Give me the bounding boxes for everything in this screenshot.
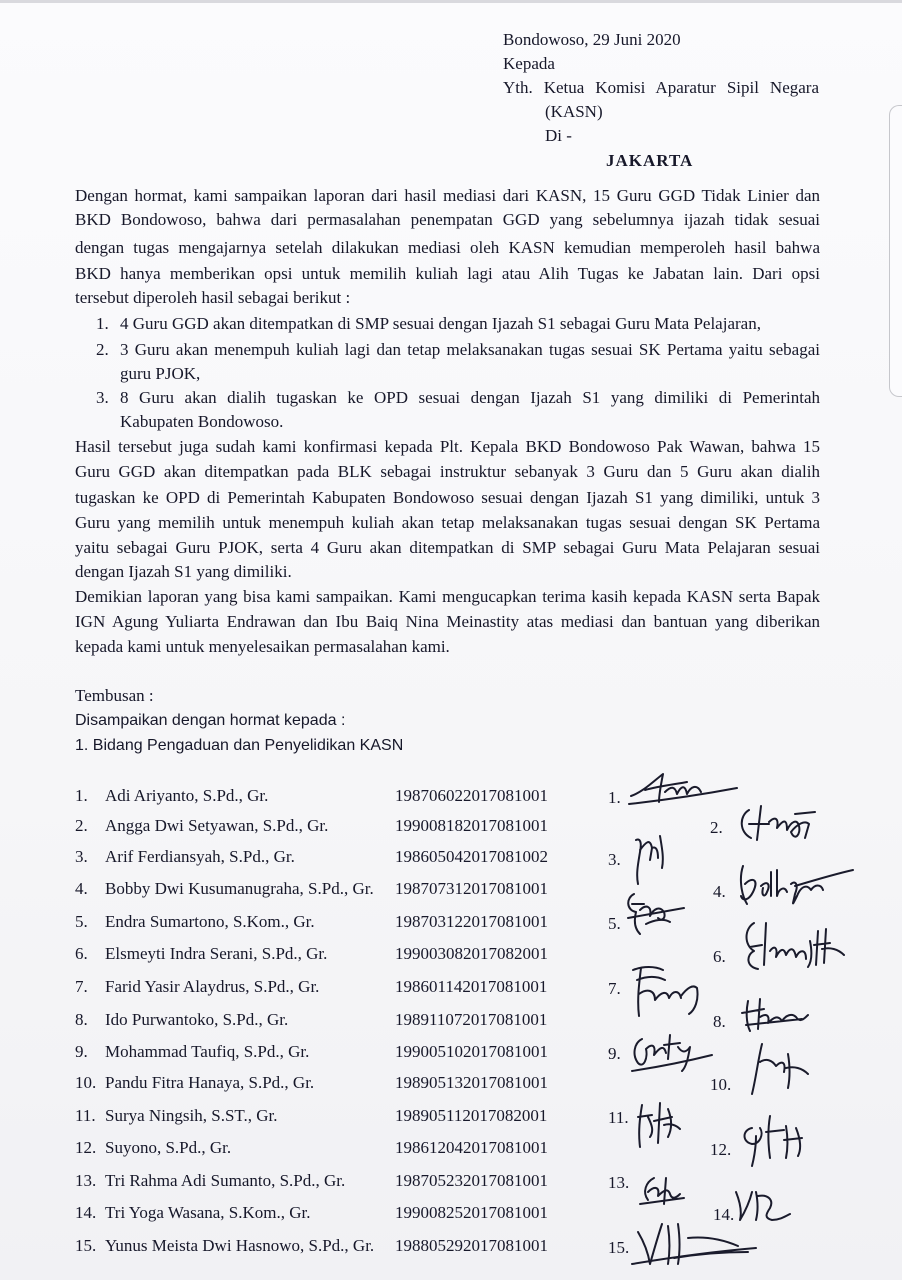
signature-number: 2. xyxy=(710,818,723,837)
signature-13-image xyxy=(636,1170,696,1210)
result-number: 2. xyxy=(96,340,109,359)
place-date: Bondowoso, 29 Juni 2020 xyxy=(503,30,681,49)
signatory-row xyxy=(75,814,575,838)
signature-9-image xyxy=(628,1025,718,1075)
signatory-row xyxy=(75,1234,575,1258)
signatory-nip: 199008252017081001 xyxy=(395,1203,548,1222)
result-line: 8 Guru akan dialih tugaskan ke OPD sesuai dengan Ijazah S1 yang dimiliki di Pemerintah xyxy=(120,388,820,407)
confirm-line: tugaskan ke OPD di Pemerintah Kabupaten Bondowoso sesuai dengan Ijazah S1 yang dimiliki, untuk 3 xyxy=(75,488,820,507)
signature-number: 11. xyxy=(608,1108,629,1127)
signature-3-image xyxy=(630,828,680,888)
signature-8-image xyxy=(738,995,818,1035)
signatory-row xyxy=(75,877,575,901)
signatory-nip: 198601142017081001 xyxy=(395,977,548,996)
signatory-nip: 198703122017081001 xyxy=(395,912,548,931)
signatory-name: Surya Ningsih, S.ST., Gr. xyxy=(105,1106,278,1125)
signature-number: 1. xyxy=(608,788,621,807)
row-number: 3. xyxy=(75,847,88,866)
signature-number: 13. xyxy=(608,1173,630,1192)
cc-label: Tembusan : xyxy=(75,686,154,705)
row-number: 4. xyxy=(75,879,88,898)
signature-12-image xyxy=(740,1108,830,1168)
signatory-name: Elsmeyti Indra Serani, S.Pd., Gr. xyxy=(105,944,328,963)
signatory-name: Arif Ferdiansyah, S.Pd., Gr. xyxy=(105,847,295,866)
signatory-nip: 199005102017081001 xyxy=(395,1042,548,1061)
addressee-org: (KASN) xyxy=(545,102,603,121)
signatory-row xyxy=(75,1071,575,1095)
signatory-name: Bobby Dwi Kusumanugraha, S.Pd., Gr. xyxy=(105,879,374,898)
signature-10-image xyxy=(748,1040,818,1100)
signatory-nip: 198911072017081001 xyxy=(395,1010,548,1029)
confirm-line: Hasil tersebut juga sudah kami konfirmasi kepada Plt. Kepala BKD Bondowoso Pak Wawan, bahwa 15 xyxy=(75,437,820,456)
row-number: 10. xyxy=(75,1073,97,1092)
signatory-name: Farid Yasir Alaydrus, S.Pd., Gr. xyxy=(105,977,320,996)
signatory-row xyxy=(75,1136,575,1160)
signatory-nip: 198705232017081001 xyxy=(395,1171,548,1190)
closing-line: Demikian laporan yang bisa kami sampaikan. Kami mengucapkan terima kasih kepada KASN serta Bapak xyxy=(75,587,820,606)
signatory-nip: 198905132017081001 xyxy=(395,1073,548,1092)
signature-number: 8. xyxy=(713,1012,726,1031)
signature-number: 10. xyxy=(710,1075,732,1094)
row-number: 5. xyxy=(75,912,88,931)
signatory-row xyxy=(75,1104,575,1128)
signatory-row xyxy=(75,784,575,808)
confirm-line: dengan Ijazah S1 yang dimiliki. xyxy=(75,562,292,581)
row-number: 15. xyxy=(75,1236,97,1255)
result-number: 1. xyxy=(96,314,109,333)
signatory-name: Pandu Fitra Hanaya, S.Pd., Gr. xyxy=(105,1073,315,1092)
row-number: 7. xyxy=(75,977,88,996)
signature-number: 3. xyxy=(608,850,621,869)
signatory-nip: 198707312017081001 xyxy=(395,879,548,898)
intro-line: Dengan hormat, kami sampaikan laporan dari hasil mediasi dari KASN, 15 Guru GGD Tidak Linier dan xyxy=(75,186,820,205)
row-number: 2. xyxy=(75,816,88,835)
signatory-row xyxy=(75,1040,575,1064)
signatory-name: Ido Purwantoko, S.Pd., Gr. xyxy=(105,1010,289,1029)
row-number: 13. xyxy=(75,1171,97,1190)
signatory-row xyxy=(75,1201,575,1225)
signatory-name: Endra Sumartono, S.Kom., Gr. xyxy=(105,912,315,931)
signature-5-image xyxy=(620,882,690,938)
result-line: guru PJOK, xyxy=(120,364,201,383)
row-number: 9. xyxy=(75,1042,88,1061)
signatory-name: Tri Rahma Adi Sumanto, S.Pd., Gr. xyxy=(105,1171,346,1190)
to-label: Kepada xyxy=(503,54,555,73)
confirm-line: yaitu sebagai Guru PJOK, serta 4 Guru akan ditempatkan di SMP sebagai Guru Mata Pelajaran sesuai xyxy=(75,538,820,557)
signature-number: 12. xyxy=(710,1140,732,1159)
signatory-name: Tri Yoga Wasana, S.Kom., Gr. xyxy=(105,1203,311,1222)
signature-number: 14. xyxy=(713,1205,735,1224)
signature-15-image xyxy=(628,1218,768,1270)
signature-number: 9. xyxy=(608,1044,621,1063)
row-number: 6. xyxy=(75,944,88,963)
closing-line: kepada kami untuk menyelesaikan permasalahan kami. xyxy=(75,637,450,656)
top-edge xyxy=(0,0,902,3)
row-number: 11. xyxy=(75,1106,96,1125)
scroll-handle[interactable] xyxy=(889,105,902,397)
result-number: 3. xyxy=(96,388,109,407)
city: JAKARTA xyxy=(606,151,694,170)
signature-number: 5. xyxy=(608,914,621,933)
cc-intro: Disampaikan dengan hormat kepada : xyxy=(75,712,346,729)
result-line: Kabupaten Bondowoso. xyxy=(120,412,284,431)
closing-line: IGN Agung Yuliarta Endrawan dan Ibu Baiq Nina Meinastity atas mediasi dan bantuan yang diberikan xyxy=(75,612,820,631)
intro-line: dengan tugas mengajarnya setelah dilakukan mediasi oleh KASN kemudian memperoleh hasil bahwa xyxy=(75,238,820,257)
addressee-line: Yth. Ketua Komisi Aparatur Sipil Negara xyxy=(503,78,819,97)
signature-11-image xyxy=(632,1095,692,1155)
intro-line: BKD Bondowoso, bahwa dari permasalahan penempatan GGD yang sebelumnya ijazah tidak sesuai xyxy=(75,210,820,229)
confirm-line: Guru GGD akan ditempatkan pada BLK sebagai instruktur sebanyak 3 Guru dan 5 Guru akan dialih xyxy=(75,462,820,481)
signature-1-image xyxy=(625,770,745,810)
signature-4-image xyxy=(735,856,855,912)
intro-line: tersebut diperoleh hasil sebagai berikut : xyxy=(75,288,351,307)
signatory-name: Mohammad Taufiq, S.Pd., Gr. xyxy=(105,1042,310,1061)
signatory-row xyxy=(75,1008,575,1032)
confirm-line: Guru yang memilih untuk menempuh kuliah akan tetap melaksanakan tugas sesuai dengan SK Pertama xyxy=(75,513,820,532)
signatory-row xyxy=(75,1169,575,1193)
signatory-nip: 198805292017081001 xyxy=(395,1236,548,1255)
signatory-nip: 198706022017081001 xyxy=(395,786,548,805)
signatory-row xyxy=(75,845,575,869)
signatory-name: Yunus Meista Dwi Hasnowo, S.Pd., Gr. xyxy=(105,1236,375,1255)
signatory-nip: 199008182017081001 xyxy=(395,816,548,835)
signature-7-image xyxy=(625,960,715,1020)
result-line: 4 Guru GGD akan ditempatkan di SMP sesuai dengan Ijazah S1 sebagai Guru Mata Pelajaran, xyxy=(120,314,761,333)
signature-6-image xyxy=(740,915,850,975)
signatory-name: Adi Ariyanto, S.Pd., Gr. xyxy=(105,786,269,805)
row-number: 14. xyxy=(75,1203,97,1222)
row-number: 1. xyxy=(75,786,88,805)
signatory-nip: 198605042017081002 xyxy=(395,847,548,866)
signatory-nip: 198612042017081001 xyxy=(395,1138,548,1157)
cc-item: 1. Bidang Pengaduan dan Penyelidikan KASN xyxy=(75,737,404,754)
signatory-name: Suyono, S.Pd., Gr. xyxy=(105,1138,232,1157)
signature-number: 7. xyxy=(608,979,621,998)
signature-number: 6. xyxy=(713,947,726,966)
row-number: 12. xyxy=(75,1138,97,1157)
signature-number: 15. xyxy=(608,1238,630,1257)
signature-number: 4. xyxy=(713,882,726,901)
row-number: 8. xyxy=(75,1010,88,1029)
signatory-row xyxy=(75,910,575,934)
intro-line: BKD hanya memberikan opsi untuk memilih kuliah lagi atau Alih Tugas ke Jabatan lain. Dari opsi xyxy=(75,264,820,283)
di-label: Di - xyxy=(545,126,572,145)
signatory-row xyxy=(75,975,575,999)
signature-2-image xyxy=(735,798,825,848)
signatory-nip: 198905112017082001 xyxy=(395,1106,548,1125)
signatory-row xyxy=(75,942,575,966)
signatory-name: Angga Dwi Setyawan, S.Pd., Gr. xyxy=(105,816,329,835)
result-line: 3 Guru akan menempuh kuliah lagi dan tetap melaksanakan tugas sesuai SK Pertama yaitu sebagai xyxy=(120,340,820,359)
signatory-nip: 199003082017082001 xyxy=(395,944,548,963)
